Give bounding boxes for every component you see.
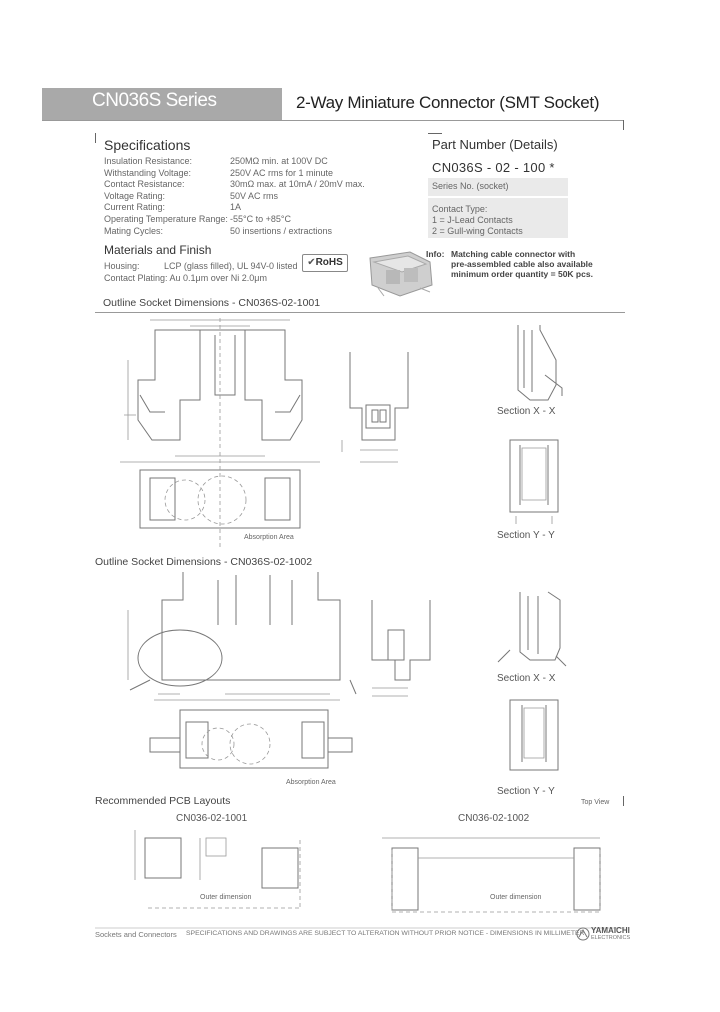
outline-1001-side-view bbox=[342, 352, 408, 462]
spec-value: 50 insertions / extractions bbox=[230, 225, 333, 236]
outline-1002-top-view bbox=[150, 700, 352, 768]
info-label: Info: bbox=[426, 249, 445, 259]
specifications-heading: Specifications bbox=[104, 137, 191, 153]
absorption-area-label-2: Absorption Area bbox=[286, 779, 336, 786]
spec-value: 250MΩ min. at 100V DC bbox=[230, 156, 328, 166]
rohs-badge: ✔RoHS bbox=[302, 254, 348, 272]
part-number-heading: Part Number (Details) bbox=[432, 137, 558, 152]
spec-label: Insulation Resistance: bbox=[104, 156, 193, 166]
spec-label: Voltage Rating: bbox=[104, 190, 166, 201]
info-line-3: minimum order quantity = 50K pcs. bbox=[451, 269, 593, 279]
pcb-layout-1002 bbox=[382, 838, 600, 912]
section-xx-1001 bbox=[518, 325, 562, 400]
section-yy-label-2: Section Y - Y bbox=[497, 786, 555, 797]
brand-subtitle: ELECTRONICS bbox=[591, 935, 631, 941]
info-line-2: pre-assembled cable also available bbox=[451, 259, 593, 269]
pcb-layouts-heading: Recommended PCB Layouts bbox=[95, 795, 231, 807]
pcb-1001-label: CN036-02-1001 bbox=[176, 813, 248, 824]
spec-value: 250V AC rms for 1 minute bbox=[230, 167, 334, 178]
spec-label: Mating Cycles: bbox=[104, 225, 164, 236]
info-line-1: Matching cable connector with bbox=[451, 249, 576, 259]
product-title: 2-Way Miniature Connector (SMT Socket) bbox=[296, 93, 600, 112]
pcb-1002-label: CN036-02-1002 bbox=[458, 813, 530, 824]
rohs-text: RoHS bbox=[315, 257, 343, 268]
contact-plating: Contact Plating: Au 0.1μm over Ni 2.0μm bbox=[104, 273, 267, 283]
spec-value: -55°C to +85°C bbox=[230, 213, 291, 224]
housing-value: LCP (glass filled), UL 94V-0 listed bbox=[164, 261, 298, 271]
section-xx-label-2: Section X - X bbox=[497, 673, 556, 684]
brand-name: YAMAICHI bbox=[591, 926, 630, 935]
outer-dimension-label-2: Outer dimension bbox=[490, 894, 542, 901]
spec-label: Withstanding Voltage: bbox=[104, 167, 192, 178]
section-yy-label-1: Section Y - Y bbox=[497, 530, 555, 541]
contact-type-1: 1 = J-Lead Contacts bbox=[432, 215, 513, 225]
spec-label: Contact Resistance: bbox=[104, 179, 185, 190]
outline-1002-front-view bbox=[128, 572, 356, 694]
outline-1002-side-view bbox=[372, 600, 430, 696]
outline-1001-front-view bbox=[124, 318, 302, 450]
contact-type-2: 2 = Gull-wing Contacts bbox=[432, 226, 523, 236]
section-yy-1002 bbox=[510, 700, 558, 770]
section-yy-1001 bbox=[510, 440, 558, 524]
series-title: CN036S Series bbox=[92, 90, 217, 111]
footer-category: Sockets and Connectors bbox=[95, 930, 177, 939]
outline-1001-top-view bbox=[120, 452, 320, 548]
spec-value: 1A bbox=[230, 202, 242, 213]
materials-heading: Materials and Finish bbox=[104, 243, 212, 257]
outer-dimension-label-1: Outer dimension bbox=[200, 894, 252, 901]
pcb-layout-1001 bbox=[135, 830, 300, 910]
outline-1002-heading: Outline Socket Dimensions - CN036S-02-1002 bbox=[95, 556, 313, 568]
top-view-label: Top View bbox=[581, 799, 610, 806]
section-xx-1002 bbox=[498, 592, 566, 666]
contact-type-title: Contact Type: bbox=[432, 204, 488, 214]
footer-disclaimer: SPECIFICATIONS AND DRAWINGS ARE SUBJECT TO ALTERATION WITHOUT PRIOR NOTICE - DIMENSIONS IN MILLIMETER bbox=[186, 930, 585, 937]
spec-value: 50V AC rms bbox=[230, 190, 279, 201]
spec-value: 30mΩ max. at 10mA / 20mV max. bbox=[230, 179, 365, 190]
series-no-label: Series No. (socket) bbox=[432, 181, 509, 191]
housing-label: Housing: bbox=[104, 261, 140, 271]
part-number-code: CN036S - 02 - 100 * bbox=[432, 160, 555, 175]
outline-1001-heading: Outline Socket Dimensions - CN036S-02-1001 bbox=[103, 297, 321, 309]
spec-label: Current Rating: bbox=[104, 202, 166, 213]
absorption-area-label-1: Absorption Area bbox=[244, 534, 294, 541]
section-xx-label-1: Section X - X bbox=[497, 406, 556, 417]
spec-label: Operating Temperature Range: bbox=[104, 213, 228, 224]
